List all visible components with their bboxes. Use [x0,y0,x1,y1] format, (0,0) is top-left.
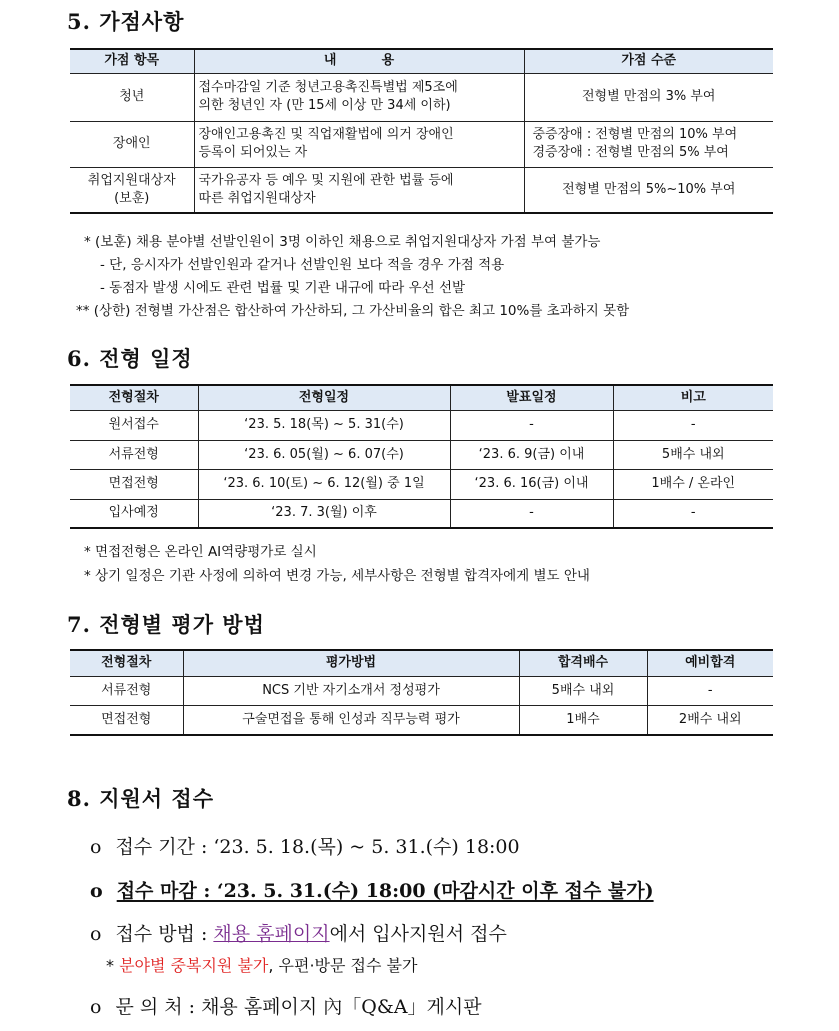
bonus-content-line: 등록이 되어있는 자 [198,145,308,160]
inquiry [90,992,482,1019]
table-cell: 구술면접을 통해 인성과 직무능력 평가 [183,705,519,735]
note-rest: , 우편·방문 접수 불가 [268,956,418,975]
application-period [90,832,520,859]
table-row [70,440,773,469]
col-header-remarks: 비고 [613,385,773,410]
bullet: o [90,836,102,858]
bonus-level [524,73,773,121]
col-header-announcement: 발표일정 [450,385,613,410]
application-period-text: 접수 기간 : ‘23. 5. 18.(목) ~ 5. 31.(수) 18:00 [115,836,520,858]
table-cell: ‘23. 6. 05(월) ~ 6. 07(수) [198,440,450,469]
bonus-content-line: 따른 취업지원대상자 [198,190,316,206]
bonus-content [194,73,524,121]
table-cell: 면접전형 [70,469,198,499]
table-row [70,676,773,705]
bonus-content-line: 장애인고용촉진 및 직업재활법에 의거 장애인 [198,127,454,143]
bonus-item: 취업지원대상자 (보훈) [70,167,194,213]
bonus-level-line: 경증장애 : 전형별 만점의 5% 부여 [532,145,729,160]
schedule-table [70,384,773,529]
application-method-prefix: 접수 방법 : [115,923,214,945]
bonus-level-line: 전형별 만점의 5%~10% 부여 [562,181,736,197]
application-method-suffix: 에서 입사지원서 접수 [329,923,507,945]
col-header-schedule: 전형일정 [198,385,450,410]
table-row [70,410,773,440]
table-cell: - [613,499,773,528]
table-cell: - [613,410,773,440]
table-cell: 2배수 내외 [647,705,773,735]
note-limit: ** (상한) 전형별 가산점은 합산하여 가산하되, 그 가산비율의 합은 최고 10%를 초과하지 못함 [76,303,630,319]
note-star: * [106,956,120,975]
table-cell: 면접전형 [70,705,183,735]
bonus-points-table [70,48,773,214]
duplicate-application-warning: 분야별 중복지원 불가 [119,956,269,975]
bullet: o [90,880,103,902]
evaluation-table [70,649,773,736]
note-sub: - 단, 응시자가 선발인원과 같거나 선발인원 보다 적을 경우 가점 적용 [100,257,505,273]
col-header-level: 가점 수준 [524,49,773,73]
table-cell: ‘23. 6. 16(금) 이내 [450,469,613,499]
bonus-level-line: 중증장애 : 전형별 만점의 10% 부여 [532,127,738,143]
note-sub: - 동점자 발생 시에도 관련 법률 및 기관 내규에 따라 우선 선발 [100,280,466,296]
table-cell: 원서접수 [70,410,198,440]
note-veterans: * (보훈) 채용 분야별 선발인원이 3명 이하인 채용으로 취업지원대상자 가점 부여 불가능 [84,234,601,250]
bonus-level-line: 전형별 만점의 3% 부여 [582,89,716,105]
table-cell: NCS 기반 자기소개서 정성평가 [183,676,519,705]
table-cell: ‘23. 7. 3(월) 이후 [198,499,450,528]
section-6-title: 6. 전형 일정 [67,346,193,371]
section-7-title: 7. 전형별 평가 방법 [67,612,265,637]
col-header-method: 평가방법 [183,650,519,676]
table-cell: 5배수 내외 [613,440,773,469]
application-deadline [90,876,654,903]
application-deadline-text: 접수 마감 : ‘23. 5. 31.(수) 18:00 (마감시간 이후 접수 불가) [116,880,654,902]
bonus-content-line: 의한 청년인 자 (만 15세 이상 만 34세 이하) [198,98,451,113]
bonus-content [194,167,524,213]
table-row [70,121,773,167]
col-header-content: 내 용 [194,49,524,73]
table-cell: ‘23. 6. 9(금) 이내 [450,440,613,469]
bullet: o [90,923,102,945]
table-row [70,469,773,499]
table-cell: - [450,499,613,528]
col-header-stage: 전형절차 [70,650,183,676]
bonus-item: 청년 [70,73,194,121]
note-schedule-change: * 상기 일정은 기관 사정에 의하여 변경 가능, 세부사항은 전형별 합격자에게 별도 안내 [84,568,590,584]
inquiry-text: 문 의 처 : 채용 홈페이지 內「Q&A」게시판 [115,996,482,1018]
table-cell: - [450,410,613,440]
table-row [70,167,773,213]
bonus-content-line: 접수마감일 기준 청년고용촉진특별법 제5조에 [198,80,458,96]
table-cell: 5배수 내외 [519,676,647,705]
recruitment-homepage-link[interactable]: 채용 홈페이지 [213,923,330,945]
application-method-note [106,953,417,976]
table-row [70,73,773,121]
table-cell: ‘23. 6. 10(토) ~ 6. 12(월) 중 1일 [198,469,450,499]
table-cell: ‘23. 5. 18(목) ~ 5. 31(수) [198,410,450,440]
section-5-title: 5. 가점사항 [67,9,185,34]
note-interview: * 면접전형은 온라인 AI역량평가로 실시 [84,544,317,560]
col-header-item: 가점 항목 [70,49,194,73]
section-8-title: 8. 지원서 접수 [67,786,214,811]
table-cell: 서류전형 [70,676,183,705]
table-cell: 입사예정 [70,499,198,528]
table-cell: 서류전형 [70,440,198,469]
bonus-item: 장애인 [70,121,194,167]
col-header-stage: 전형절차 [70,385,198,410]
col-header-multiple: 합격배수 [519,650,647,676]
table-row [70,499,773,528]
bonus-content-line: 국가유공자 등 예우 및 지원에 관한 법률 등에 [198,173,454,189]
table-row [70,705,773,735]
table-cell: 1배수 [519,705,647,735]
application-method [90,919,507,946]
bonus-content [194,121,524,167]
table-cell: - [647,676,773,705]
bullet: o [90,996,102,1018]
bonus-level [524,121,773,167]
col-header-reserve: 예비합격 [647,650,773,676]
bonus-level [524,167,773,213]
table-cell: 1배수 / 온라인 [613,469,773,499]
